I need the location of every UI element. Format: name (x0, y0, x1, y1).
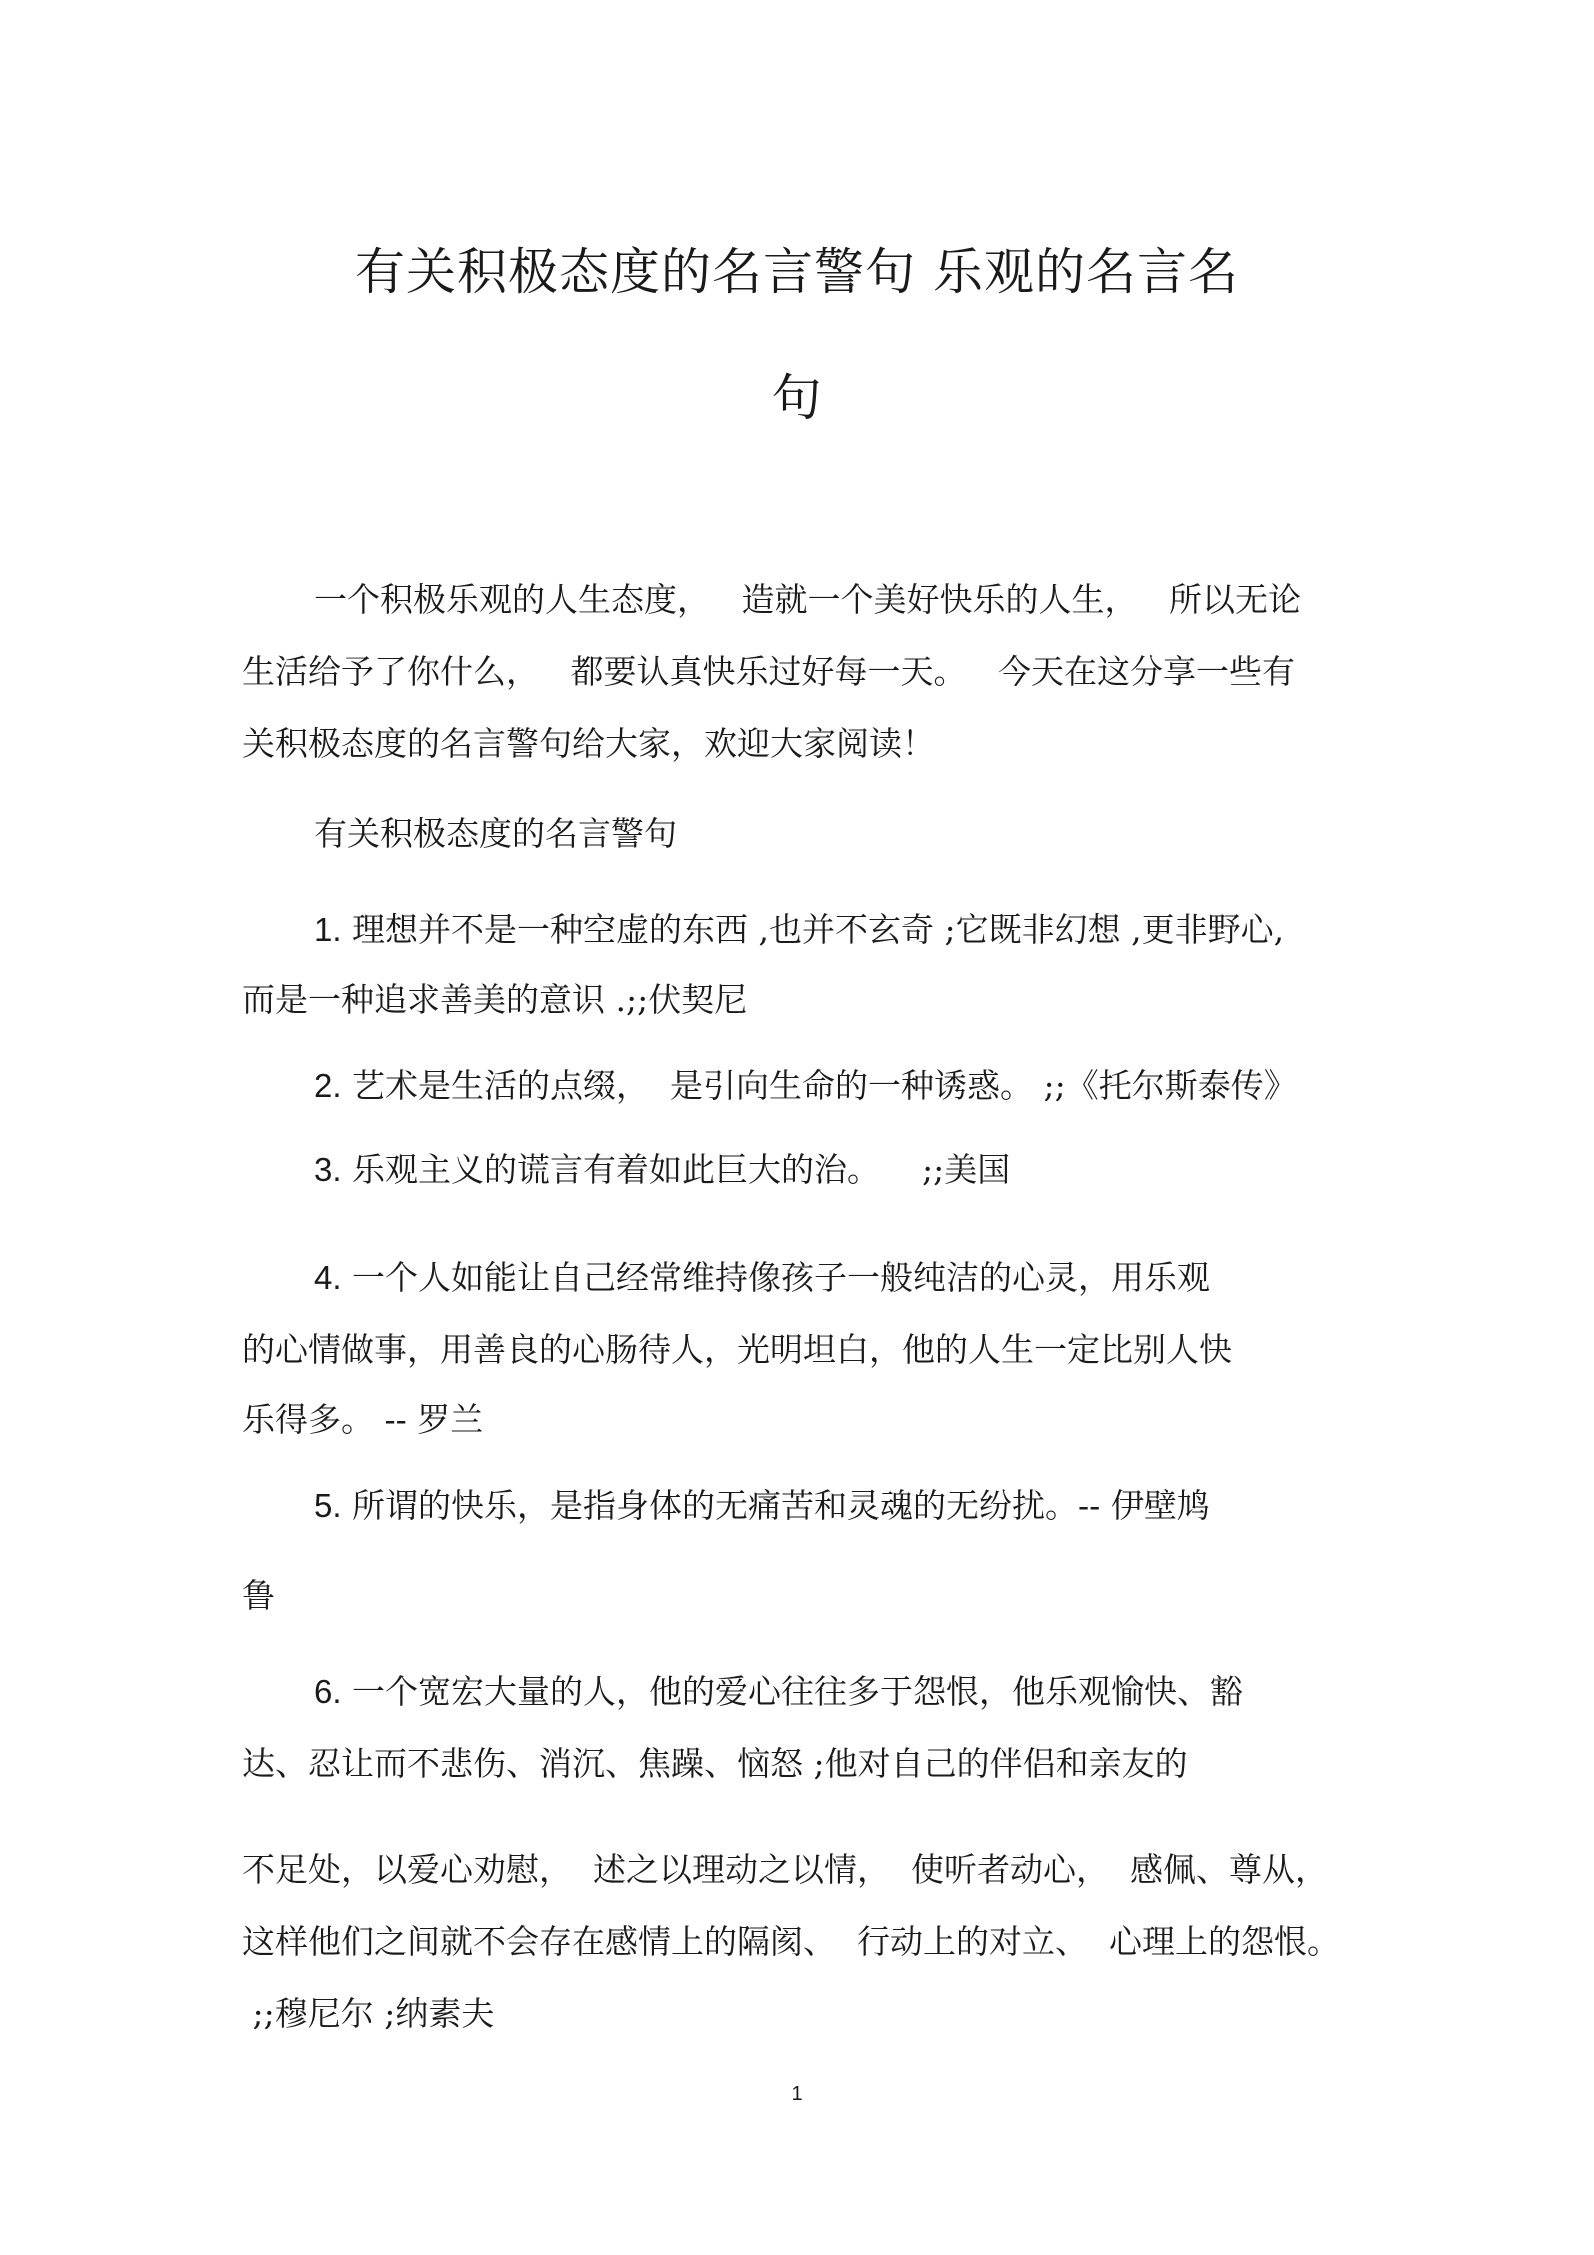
item-number: 6. (314, 1673, 342, 1710)
intro-line: 生活给予了你什么， 都要认真快乐过好每一天。 今天在这分享一些有 (242, 652, 1295, 691)
item-text: 一个人如能让自己经常维持像孩子一般纯洁的心灵，用乐观 (352, 1258, 1211, 1297)
document-title-line2: 句 (771, 369, 823, 427)
list-item-line: ;;穆尼尔 ;纳素夫 (242, 1994, 495, 2033)
list-item-line (314, 1486, 1210, 1526)
list-item-line (314, 1066, 1297, 1106)
section-heading: 有关积极态度的名言警句 (314, 814, 677, 853)
list-item-line: 而是一种追求善美的意识 .;;伏契尼 (242, 980, 748, 1019)
document-title-line1: 有关积极态度的名言警句 乐观的名言名 (355, 243, 1239, 301)
item-number: 4. (314, 1259, 342, 1296)
list-item-line (314, 1672, 1243, 1712)
item-text: 艺术是生活的点缀， 是引向生命的一种诱惑。 ;;《托尔斯泰传》 (352, 1066, 1297, 1105)
list-item-line (314, 1150, 1010, 1190)
item-number: 1. (314, 911, 342, 948)
page-number: 1 (791, 2083, 803, 2105)
item-text: 理想并不是一种空虚的东西 ,也并不玄奇 ;它既非幻想 ,更非野心, (352, 910, 1285, 949)
list-item-line (314, 910, 1284, 950)
item-number: 2. (314, 1067, 342, 1104)
list-item-line (314, 1258, 1210, 1298)
item-text: 所谓的快乐，是指身体的无痛苦和灵魂的无纷扰。-- 伊壁鸠 (352, 1486, 1210, 1525)
list-item-line: 鲁 (242, 1576, 275, 1615)
item-text: 乐观主义的谎言有着如此巨大的治。 ;;美国 (352, 1150, 1011, 1189)
intro-line: 一个积极乐观的人生态度， 造就一个美好快乐的人生， 所以无论 (314, 580, 1301, 619)
list-item-line: 达、忍让而不悲伤、消沉、焦躁、恼怒 ;他对自己的伴侣和亲友的 (242, 1744, 1188, 1783)
item-text: 一个宽宏大量的人，他的爱心往往多于怨恨，他乐观愉快、豁 (352, 1672, 1244, 1711)
item-number: 5. (314, 1487, 342, 1524)
intro-line: 关积极态度的名言警句给大家，欢迎大家阅读！ (242, 724, 935, 763)
list-item-line: 不足处，以爱心劝慰， 述之以理动之以情， 使听者动心， 感佩、尊从， (242, 1850, 1328, 1889)
list-item-line: 乐得多。 -- 罗兰 (242, 1400, 484, 1439)
list-item-line: 的心情做事，用善良的心肠待人，光明坦白，他的人生一定比别人快 (242, 1330, 1232, 1369)
list-item-line: 这样他们之间就不会存在感情上的隔阂、 行动上的对立、 心理上的怨恨。 (242, 1922, 1340, 1961)
item-number: 3. (314, 1151, 342, 1188)
